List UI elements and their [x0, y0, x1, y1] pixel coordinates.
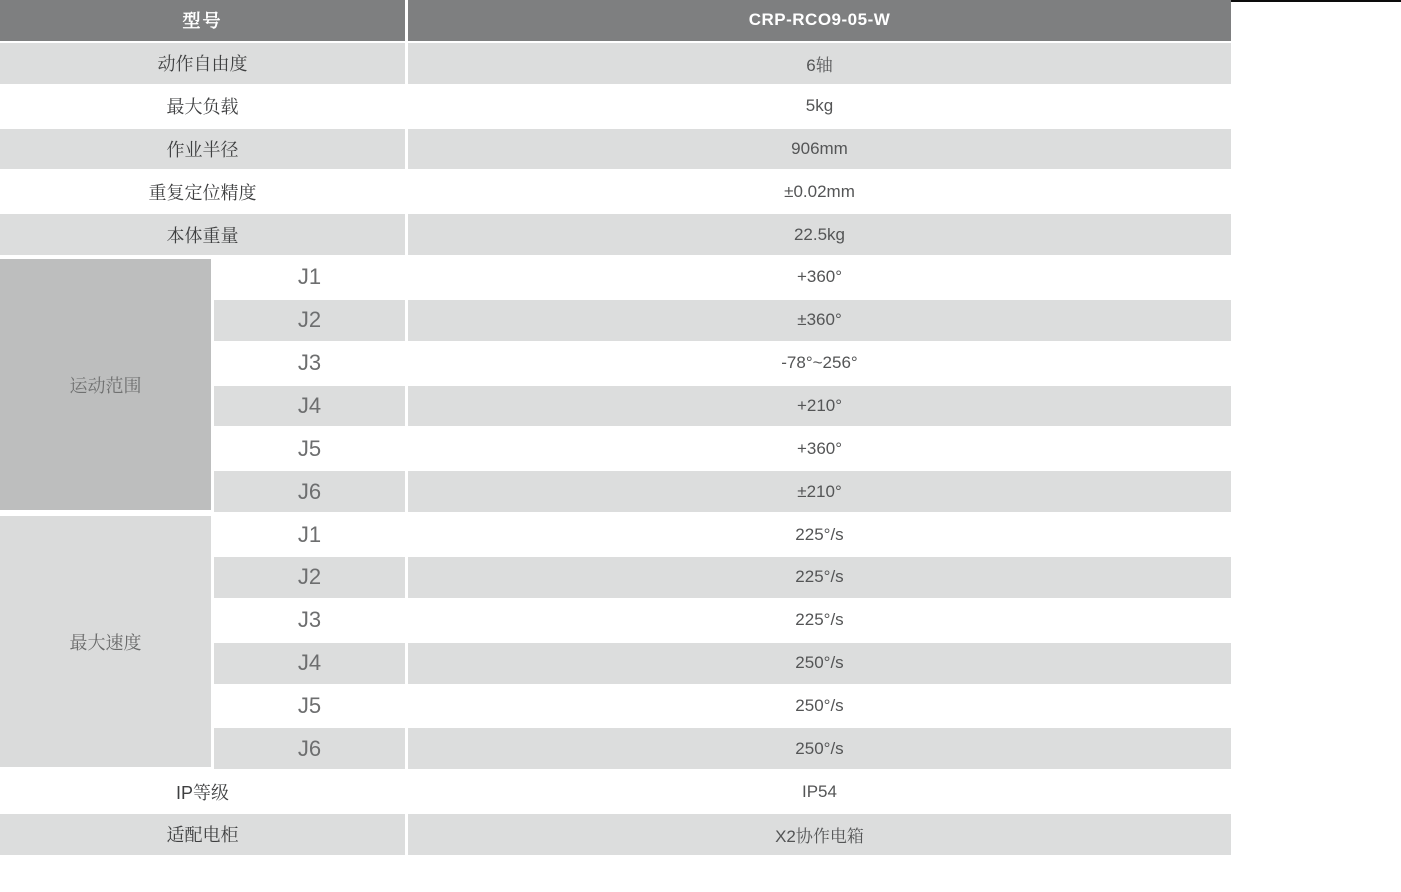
joint-label: J4 [214, 643, 408, 684]
joint-value: ±210° [408, 471, 1231, 512]
max-speed-span-cell [0, 516, 211, 767]
row-value: X2协作电箱 [408, 814, 1231, 855]
joint-value: +210° [408, 386, 1231, 427]
joint-label: J3 [214, 343, 408, 384]
table-row-reach [0, 129, 1231, 172]
row-value: 5kg [408, 86, 1231, 127]
joint-label: J5 [214, 428, 408, 469]
table-row-weight [0, 214, 1231, 257]
joint-value: 250°/s [408, 728, 1231, 769]
model-header-label: 型号 [0, 0, 408, 41]
joint-value: +360° [408, 428, 1231, 469]
top-border-line [1231, 0, 1401, 2]
row-label: IP等级 [0, 771, 408, 812]
row-value: 6轴 [408, 43, 1231, 84]
motion-range-label: 运动范围 [69, 375, 142, 396]
row-value: ±0.02mm [408, 171, 1231, 212]
joint-value: +360° [408, 257, 1231, 298]
row-label: 本体重量 [0, 214, 408, 255]
table-row-payload [0, 86, 1231, 129]
row-label: 重复定位精度 [0, 171, 408, 212]
joint-value: 225°/s [408, 557, 1231, 598]
joint-value: 250°/s [408, 643, 1231, 684]
table-row-repeatability [0, 171, 1231, 214]
row-value: 22.5kg [408, 214, 1231, 255]
model-number: CRP-RCO9-05-W [408, 0, 1231, 41]
joint-label: J6 [214, 471, 408, 512]
table-header-row [0, 0, 1231, 43]
joint-label: J2 [214, 557, 408, 598]
joint-label: J1 [214, 257, 408, 298]
table-row-cabinet [0, 814, 1231, 857]
motion-range-span-cell [0, 259, 211, 510]
joint-label: J4 [214, 386, 408, 427]
joint-label: J3 [214, 600, 408, 641]
row-label: 适配电柜 [0, 814, 408, 855]
row-label: 作业半径 [0, 129, 408, 170]
joint-label: J1 [214, 514, 408, 555]
joint-label: J6 [214, 728, 408, 769]
max-speed-label: 最大速度 [69, 632, 142, 653]
row-label: 最大负载 [0, 86, 408, 127]
joint-value: -78°~256° [408, 343, 1231, 384]
joint-label: J5 [214, 686, 408, 727]
table-row-dof [0, 43, 1231, 86]
joint-value: 225°/s [408, 514, 1231, 555]
joint-label: J2 [214, 300, 408, 341]
joint-value: 225°/s [408, 600, 1231, 641]
row-label: 动作自由度 [0, 43, 408, 84]
joint-value: 250°/s [408, 686, 1231, 727]
table-row-ip-rating [0, 771, 1231, 814]
joint-value: ±360° [408, 300, 1231, 341]
row-value: IP54 [408, 771, 1231, 812]
row-value: 906mm [408, 129, 1231, 170]
